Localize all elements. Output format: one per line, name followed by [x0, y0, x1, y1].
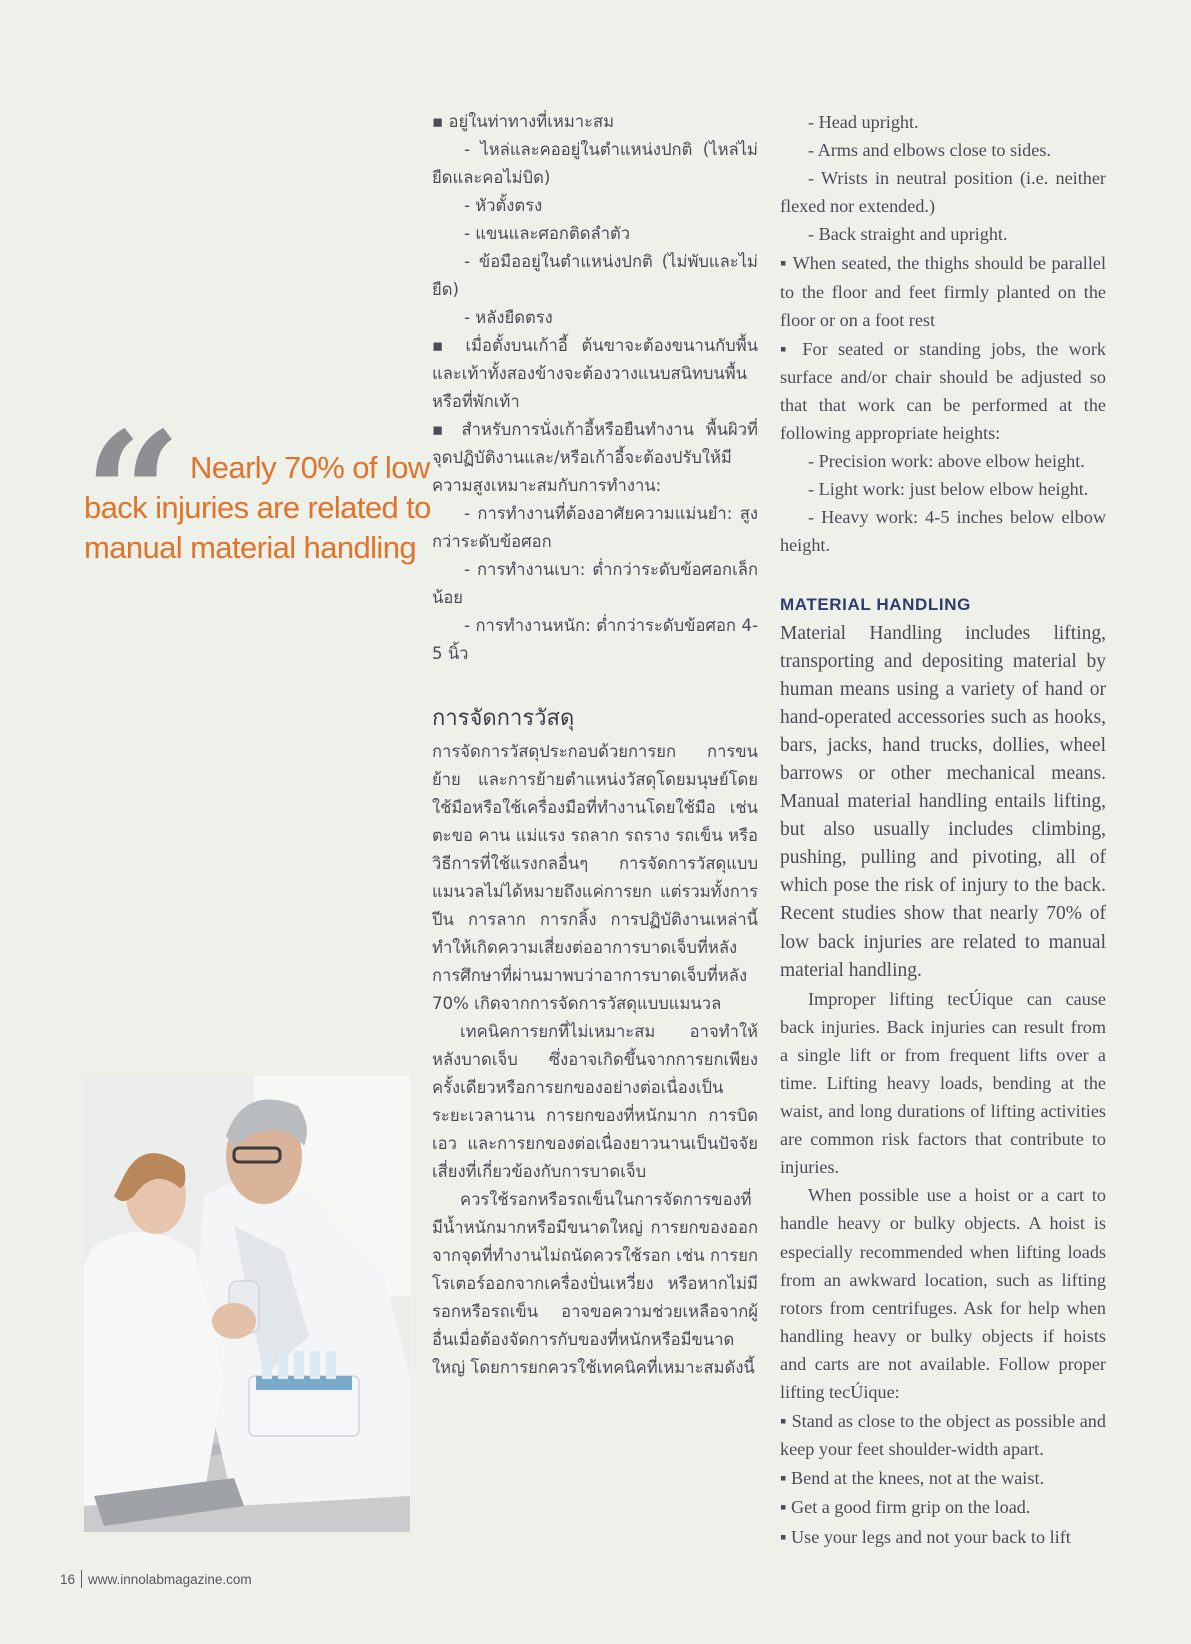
thai-body-paragraph: เทคนิคการยกที่ไม่เหมาะสม อาจทำให้หลังบาดเจ็บ ซึ่งอาจเกิดขึ้นจากการยกเพียงครั้งเดียวหรือการยกของอย่างต่อเนื่องเป็นระยะเวลานาน การยกของที่หนักมาก การบิดเอว และการยกของต่อเนื่องยาวนานเป็นปัจจัยเสี่ยงที่เกี่ยวข้องกับการบาดเจ็บ: [432, 1022, 758, 1181]
thai-paragraph: - หลังยืดตรง: [464, 308, 553, 327]
english-body-paragraph: Improper lifting tecÚique can cause back injuries. Back injuries can result from a single lift or from frequent lifts over a time. Lifting heavy loads, bending at the waist, and long durations of lifting activities are common risk factors that contribute to injuries.: [780, 988, 1106, 1178]
english-paragraph: - Heavy work: 4-5 inches below elbow height.: [780, 507, 1106, 556]
thai-body-paragraph: ควรใช้รอกหรือรถเข็นในการจัดการของที่มีน้ำหนักมากหรือมีขนาดใหญ่ การยกของออกจากจุดที่ทำงานไม่ถนัดควรใช้รอก เช่น การยกโรเตอร์ออกจากเครื่องปั่นเหวี่ยง หรือหากไม่มีรอกหรือรถเข็น อาจขอความช่วยเหลือจากผู้อื่นเมื่อต้องจัดการกับของที่หนักหรือมีขนาดใหญ่ โดยการยกควรใช้เทคนิคที่เหมาะสมดังนี้: [432, 1190, 758, 1377]
footer-divider: [81, 1570, 82, 1588]
thai-paragraph: ▪ เมื่อตั้งบนเก้าอี้ ต้นขาจะต้องขนานกับพื้นและเท้าทั้งสองข้างจะต้องวางแนบสนิทบนพื้นหรือที่พักเท้า: [432, 336, 758, 411]
thai-paragraph: ▪ อยู่ในท่าทางที่เหมาะสม: [432, 112, 615, 131]
footer-url[interactable]: www.innolabmagazine.com: [88, 1572, 252, 1587]
thai-paragraph: - ไหล่และคออยู่ในตำแหน่งปกติ (ไหล่ไม่ยืดและคอไม่บิด): [432, 140, 758, 187]
thai-intro: [432, 108, 758, 668]
english-bullet: ▪ Use your legs and not your back to lift: [780, 1526, 1071, 1547]
english-column: [780, 108, 1106, 1551]
english-paragraph: - Precision work: above elbow height.: [808, 451, 1085, 472]
english-paragraph: ▪ When seated, the thighs should be parallel to the floor and feet firmly planted on the floor or on a foot rest: [780, 253, 1106, 330]
english-bullet: ▪ Bend at the knees, not at the waist.: [780, 1468, 1045, 1489]
english-paragraph: - Wrists in neutral position (i.e. neither flexed nor extended.): [780, 168, 1106, 217]
pull-quote-line: manual material handling: [84, 530, 416, 565]
pull-quote-line: back injuries are related to: [84, 490, 431, 525]
thai-paragraph: - แขนและศอกติดลำตัว: [464, 224, 631, 243]
thai-paragraph: - การทำงานที่ต้องอาศัยความแม่นยำ: สูงกว่าระดับข้อศอก: [432, 504, 758, 551]
pull-quote-line: Nearly 70% of low: [190, 450, 430, 485]
thai-column: [432, 108, 758, 1382]
english-paragraph: - Head upright.: [808, 112, 919, 132]
thai-paragraph: - ข้อมืออยู่ในตำแหน่งปกติ (ไม่พับและไม่ยืด): [432, 252, 758, 299]
thai-paragraph: ▪ สำหรับการนั่งเก้าอี้หรือยืนทำงาน พื้นผิวที่จุดปฏิบัติงานและ/หรือเก้าอี้จะต้องปรับให้มีความสูงเหมาะสมกับการทำงาน:: [432, 420, 758, 495]
thai-paragraph: - การทำงานหนัก: ต่ำกว่าระดับข้อศอก 4-5 นิ้ว: [432, 616, 758, 663]
page-number: 16: [60, 1572, 76, 1587]
thai-paragraph: - การทำงานเบา: ต่ำกว่าระดับข้อศอกเล็กน้อย: [432, 560, 758, 607]
thai-body-paragraph: การจัดการวัสดุประกอบด้วยการยก การขนย้าย และการย้ายตำแหน่งวัสดุโดยมนุษย์โดยใช้มือหรือใช้เครื่องมือที่ทำงานโดยใช้มือ เช่น ตะขอ คาน แม่แรง รถลาก รถราง รถเข็น หรือวิธีการที่ใช้แรงกลอื่นๆ การจัดการวัสดุแบบแมนวลไม่ได้หมายถึงแค่การยก แต่รวมทั้งการปีน การลาก การกลิ้ง การปฏิบัติงานเหล่านี้ทำให้เกิดความเสี่ยงต่ออาการบาดเจ็บที่หลัง การศึกษาที่ผ่านมาพบว่าอาการบาดเจ็บที่หลัง 70% เกิดจากการจัดการวัสดุแบบแมนวล: [432, 742, 758, 1013]
lab-photo-illustration: [84, 1076, 410, 1532]
pull-quote: [84, 395, 431, 595]
pull-quote-text: [84, 448, 431, 568]
english-bullet: ▪ Get a good firm grip on the load.: [780, 1497, 1031, 1518]
english-paragraph: - Light work: just below elbow height.: [808, 479, 1089, 500]
english-paragraph: - Back straight and upright.: [808, 224, 1008, 245]
page-footer: [60, 1570, 252, 1588]
lab-photo: [84, 1076, 410, 1532]
quote-mark-icon: “: [84, 395, 182, 595]
english-body-paragraph: Material Handling includes lifting, transporting and depositing material by human means using a variety of hand or hand-operated accessories such as hooks, bars, jacks, hand trucks, dollies, wheel barrows or other mechanical means. Manual material handling entails lifting, but also usually includes climbing, pushing, pulling and pivoting, all of which pose the risk of injury to the back. Recent studies show that nearly 70% of low back injuries are related to manual material handling.: [780, 622, 1106, 981]
english-paragraph: ▪ For seated or standing jobs, the work surface and/or chair should be adjusted so that that work can be performed at the following appropriate heights:: [780, 338, 1106, 444]
thai-paragraph: - หัวตั้งตรง: [464, 196, 543, 215]
thai-section-heading: การจัดการวัสดุ: [432, 706, 575, 731]
english-body-paragraph: When possible use a hoist or a cart to handle heavy or bulky objects. A hoist is especially recommended when lifting loads from an awkward location, such as lifting rotors from centrifuges. Ask for help when handling heavy or bulky objects if hoists and carts are not available. Follow proper lifting tecÚique:: [780, 1185, 1106, 1403]
english-bullet: ▪ Stand as close to the object as possible and keep your feet shoulder-width apart.: [780, 1411, 1106, 1460]
english-paragraph: - Arms and elbows close to sides.: [808, 140, 1051, 161]
english-section-heading: MATERIAL HANDLING: [780, 594, 971, 614]
